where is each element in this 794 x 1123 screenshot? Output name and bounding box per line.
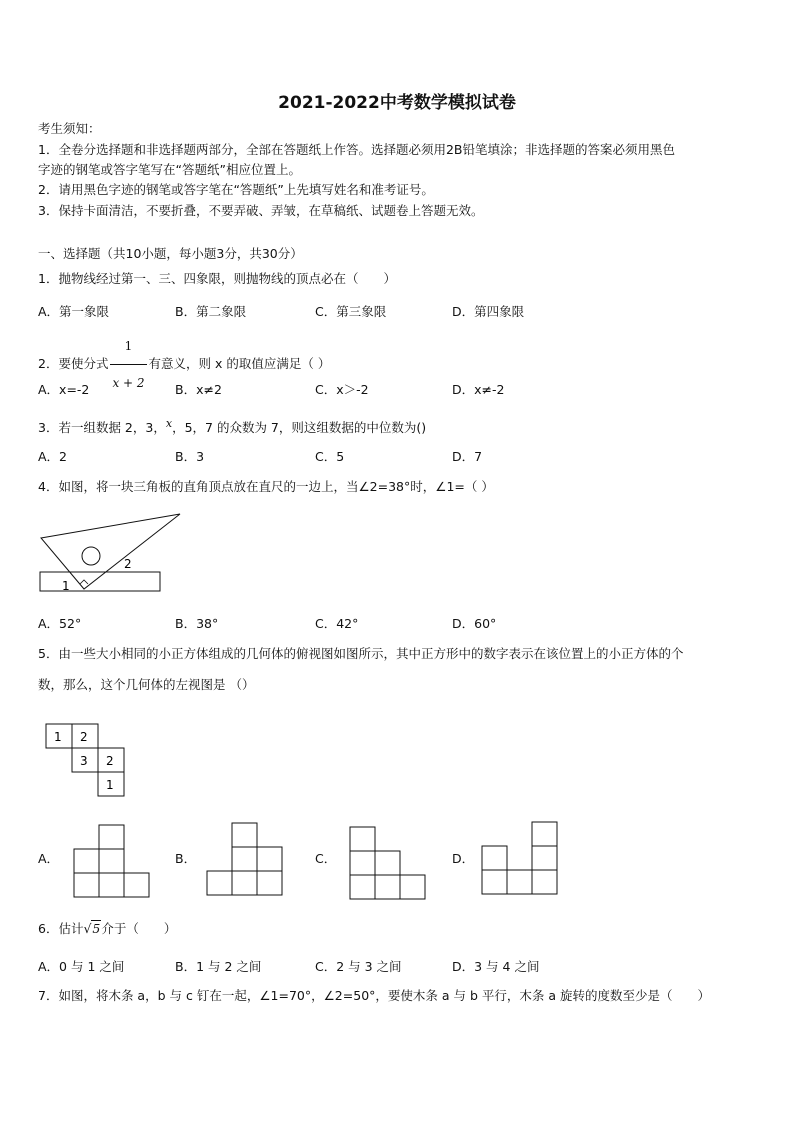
q2-fraction <box>110 328 146 401</box>
q4-option-c[interactable]: C．42° <box>315 616 359 631</box>
ruler-shape <box>40 572 160 591</box>
q4-option-a[interactable]: A．52° <box>38 616 82 631</box>
notice-line-4: 3．保持卡面清洁，不要折叠，不要弄破、弄皱，在草稿纸、试题卷上答题无效。 <box>38 203 484 218</box>
q2-stem-pre: 2．要使分式 <box>38 356 109 371</box>
q3-stem-post: ，5，7 的众数为 7，则这组数据的中位数为() <box>172 420 427 436</box>
grid-cell-2: 2 <box>80 730 88 744</box>
notice-line-2: 字迹的钢笔或答字笔写在“答题纸”相应位置上。 <box>38 162 301 177</box>
q5-option-d-figure[interactable] <box>480 820 562 896</box>
q3-option-c[interactable]: C．5 <box>315 449 345 464</box>
q1-option-b[interactable]: B．第二象限 <box>175 304 247 319</box>
set-square-shape <box>41 514 180 589</box>
q2-stem-post: 有意义，则 x 的取值应满足（ ） <box>148 356 331 371</box>
right-angle-mark <box>80 580 88 584</box>
q2-fraction-numerator: 1 <box>110 328 146 365</box>
q5-top-view-grid <box>44 722 126 798</box>
q1-option-d[interactable]: D．第四象限 <box>452 304 525 319</box>
question-6-stem <box>38 919 176 939</box>
page-title: 2021-2022中考数学模拟试卷 <box>278 93 516 113</box>
grid-cell-3: 3 <box>80 754 88 768</box>
section-heading: 一、选择题（共10小题，每小题3分，共30分） <box>38 246 303 261</box>
q1-option-c[interactable]: C．第三象限 <box>315 304 387 319</box>
q5-option-a[interactable]: A． <box>38 851 60 866</box>
q3-stem-pre: 3．若一组数据 2，3， <box>38 420 166 436</box>
q3-option-d[interactable]: D．7 <box>452 449 483 464</box>
q6-stem-post: 介于（ ） <box>101 921 177 936</box>
q4-option-b[interactable]: B．38° <box>175 616 219 631</box>
q4-option-d[interactable]: D．60° <box>452 616 497 631</box>
q2-option-b[interactable]: B．x≠2 <box>175 382 222 397</box>
q5-option-d[interactable]: D． <box>452 851 475 866</box>
notice-line-3: 2．请用黑色字迹的钢笔或答字笔在“答题纸”上先填写姓名和准考证号。 <box>38 182 434 197</box>
q2-option-a[interactable]: A．x=-2 <box>38 382 90 397</box>
q5-option-b[interactable]: B． <box>175 851 197 866</box>
q1-option-a[interactable]: A．第一象限 <box>38 304 110 319</box>
q6-option-d[interactable]: D．3 与 4 之间 <box>452 959 540 974</box>
q6-option-a[interactable]: A．0 与 1 之间 <box>38 959 125 974</box>
sqrt-radicand: 5 <box>92 921 101 936</box>
q5-option-b-figure[interactable] <box>205 821 287 897</box>
notice-line-1: 1．全卷分选择题和非选择题两部分，全部在答题纸上作答。选择题必须用2B铅笔填涂；非选择题的答案必须用黑色 <box>38 142 675 157</box>
question-5-stem-line-1: 5．由一些大小相同的小正方体组成的几何体的俯视图如图所示，其中正方形中的数字表示在该位置上的小正方体的个 <box>38 646 684 661</box>
grid-cell-1: 1 <box>54 730 62 744</box>
q5-option-a-figure[interactable] <box>72 823 154 899</box>
grid-cell-4: 2 <box>106 754 114 768</box>
question-5-stem-line-2: 数，那么，这个几何体的左视图是 （） <box>38 677 255 692</box>
angle-2-label: 2 <box>124 557 132 571</box>
q2-option-d[interactable]: D．x≠-2 <box>452 382 505 397</box>
sqrt-expression: √5 <box>83 921 101 936</box>
q3-variable: x <box>165 417 173 430</box>
grid-cell-5: 1 <box>106 778 114 792</box>
question-3-stem <box>38 414 426 438</box>
question-7-stem: 7．如图，将木条 a，b 与 c 钉在一起，∠1=70°，∠2=50°，要使木条 a 与 b 平行，木条 a 旋转的度数至少是（ ） <box>38 988 710 1003</box>
q6-option-b[interactable]: B．1 与 2 之间 <box>175 959 262 974</box>
question-1-stem: 1．抛物线经过第一、三、四象限，则抛物线的顶点必在（ ） <box>38 271 396 286</box>
notice-heading: 考生须知： <box>38 121 101 136</box>
q6-stem-pre: 6．估计 <box>38 921 84 936</box>
q5-option-c[interactable]: C． <box>315 851 337 866</box>
q3-option-b[interactable]: B．3 <box>175 449 205 464</box>
q2-option-c[interactable]: C．x＞-2 <box>315 382 369 397</box>
q3-option-a[interactable]: A．2 <box>38 449 68 464</box>
question-4-stem: 4．如图，将一块三角板的直角顶点放在直尺的一边上，当∠2=38°时，∠1=（ ） <box>38 479 494 494</box>
angle-1-label: 1 <box>62 579 70 593</box>
set-square-hole <box>82 547 100 565</box>
q2-fraction-denominator: x + 2 <box>112 376 145 390</box>
q5-option-c-figure[interactable] <box>348 825 430 901</box>
q4-triangle-ruler-figure <box>36 510 186 595</box>
q6-option-c[interactable]: C．2 与 3 之间 <box>315 959 402 974</box>
